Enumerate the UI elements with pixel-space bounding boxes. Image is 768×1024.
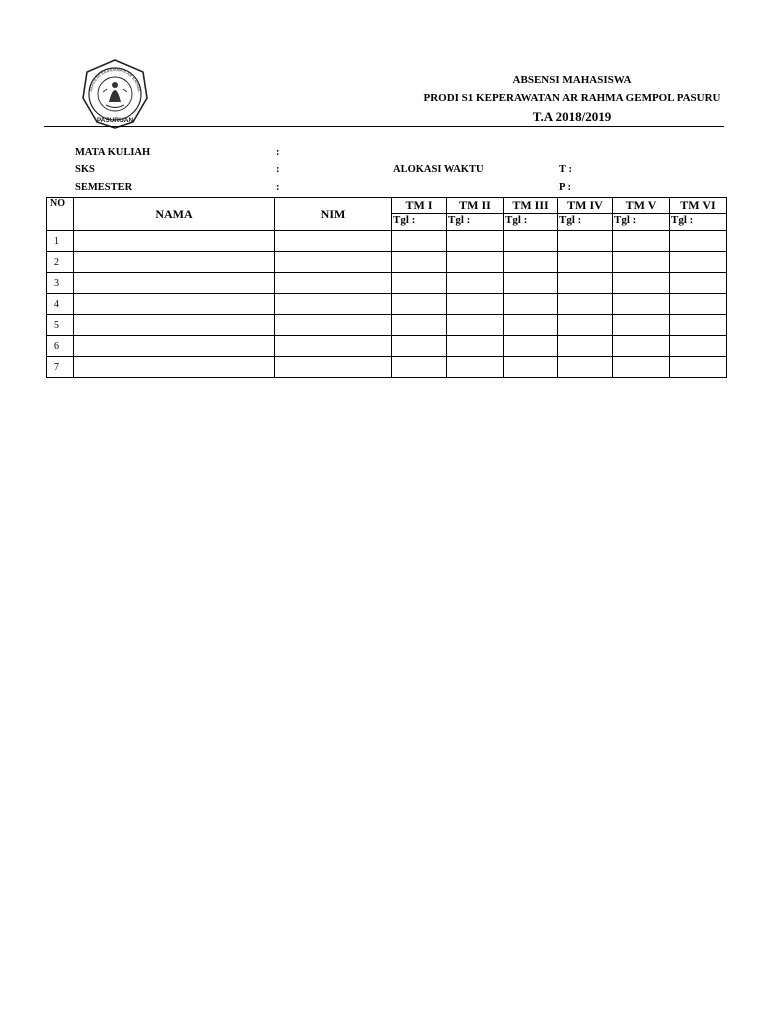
header-title: ABSENSI MAHASISWA <box>512 74 632 86</box>
tm5-cell[interactable] <box>613 336 670 357</box>
label-mata-kuliah: MATA KULIAH <box>75 147 151 158</box>
tm3-cell[interactable] <box>504 336 558 357</box>
nim-cell[interactable] <box>275 357 392 378</box>
tm2-cell[interactable] <box>447 357 504 378</box>
nim-cell[interactable] <box>275 252 392 273</box>
nim-cell[interactable] <box>275 336 392 357</box>
tm6-cell[interactable] <box>670 252 727 273</box>
nama-cell[interactable] <box>74 273 275 294</box>
tm6-cell[interactable] <box>670 357 727 378</box>
nama-cell[interactable] <box>74 336 275 357</box>
label-alokasi-waktu: ALOKASI WAKTU <box>393 164 484 175</box>
tm1-cell[interactable] <box>392 315 447 336</box>
header-program: PRODI S1 KEPERAWATAN AR RAHMA GEMPOL PASURU <box>423 92 721 104</box>
tgl-label: Tgl : <box>670 214 727 231</box>
tm3-cell[interactable] <box>504 294 558 315</box>
tm6-cell[interactable] <box>670 273 727 294</box>
tm6-cell[interactable] <box>670 336 727 357</box>
tm-header: TM IV <box>558 198 613 214</box>
row-number: 7 <box>47 357 74 378</box>
nama-cell[interactable] <box>74 252 275 273</box>
tm3-cell[interactable] <box>504 357 558 378</box>
nim-cell[interactable] <box>275 315 392 336</box>
tm4-cell[interactable] <box>558 357 613 378</box>
attendance-table <box>46 197 727 378</box>
tm1-cell[interactable] <box>392 273 447 294</box>
tm4-cell[interactable] <box>558 294 613 315</box>
tm2-cell[interactable] <box>447 315 504 336</box>
tgl-label: Tgl : <box>447 214 504 231</box>
row-number: 4 <box>47 294 74 315</box>
tm5-cell[interactable] <box>613 231 670 252</box>
row-number: 1 <box>47 231 74 252</box>
tm1-cell[interactable] <box>392 294 447 315</box>
colon-semester: : <box>276 182 280 193</box>
tm4-cell[interactable] <box>558 231 613 252</box>
tm5-cell[interactable] <box>613 315 670 336</box>
nama-cell[interactable] <box>74 294 275 315</box>
colon-sks: : <box>276 164 280 175</box>
tgl-label: Tgl : <box>613 214 670 231</box>
tm4-cell[interactable] <box>558 315 613 336</box>
tm2-cell[interactable] <box>447 273 504 294</box>
tgl-label: Tgl : <box>392 214 447 231</box>
table-row <box>47 252 727 273</box>
header-divider <box>44 126 724 127</box>
tm3-cell[interactable] <box>504 273 558 294</box>
tm6-cell[interactable] <box>670 231 727 252</box>
tm5-cell[interactable] <box>613 252 670 273</box>
row-number: 2 <box>47 252 74 273</box>
row-number: 3 <box>47 273 74 294</box>
tm-header: TM V <box>613 198 670 214</box>
tm-header: TM VI <box>670 198 727 214</box>
tm-header: TM II <box>447 198 504 214</box>
tm2-cell[interactable] <box>447 231 504 252</box>
tm1-cell[interactable] <box>392 336 447 357</box>
col-no-header: NO <box>47 198 74 231</box>
tm1-cell[interactable] <box>392 252 447 273</box>
tm4-cell[interactable] <box>558 336 613 357</box>
label-sks: SKS <box>75 164 95 175</box>
institution-seal-icon <box>79 58 151 130</box>
table-row <box>47 357 727 378</box>
tm3-cell[interactable] <box>504 231 558 252</box>
table-row <box>47 273 727 294</box>
row-number: 6 <box>47 336 74 357</box>
table-row <box>47 315 727 336</box>
row-number: 5 <box>47 315 74 336</box>
nama-cell[interactable] <box>74 231 275 252</box>
label-p: P : <box>559 182 571 193</box>
nama-cell[interactable] <box>74 357 275 378</box>
nim-cell[interactable] <box>275 273 392 294</box>
label-semester: SEMESTER <box>75 182 133 193</box>
table-row <box>47 294 727 315</box>
tm5-cell[interactable] <box>613 273 670 294</box>
col-nama-header: NAMA <box>74 198 275 231</box>
tm4-cell[interactable] <box>558 252 613 273</box>
table-row <box>47 336 727 357</box>
logo-text-top: AKADEMI KEBIDANAN AR RAHMA <box>88 66 142 93</box>
tm6-cell[interactable] <box>670 315 727 336</box>
tm3-cell[interactable] <box>504 315 558 336</box>
tm2-cell[interactable] <box>447 294 504 315</box>
tm5-cell[interactable] <box>613 294 670 315</box>
tm6-cell[interactable] <box>670 294 727 315</box>
nama-cell[interactable] <box>74 315 275 336</box>
tm4-cell[interactable] <box>558 273 613 294</box>
table-row <box>47 231 727 252</box>
logo-text-bottom: PASURUAN <box>96 117 134 124</box>
col-nim-header: NIM <box>275 198 392 231</box>
tgl-label: Tgl : <box>558 214 613 231</box>
tm2-cell[interactable] <box>447 336 504 357</box>
label-t: T : <box>559 164 572 175</box>
header-year: T.A 2018/2019 <box>532 109 612 124</box>
tm-header: TM III <box>504 198 558 214</box>
colon-mata-kuliah: : <box>276 147 280 158</box>
tm5-cell[interactable] <box>613 357 670 378</box>
tm-header: TM I <box>392 198 447 214</box>
tgl-label: Tgl : <box>504 214 558 231</box>
tm3-cell[interactable] <box>504 252 558 273</box>
nim-cell[interactable] <box>275 294 392 315</box>
tm1-cell[interactable] <box>392 231 447 252</box>
tm2-cell[interactable] <box>447 252 504 273</box>
nim-cell[interactable] <box>275 231 392 252</box>
tm1-cell[interactable] <box>392 357 447 378</box>
